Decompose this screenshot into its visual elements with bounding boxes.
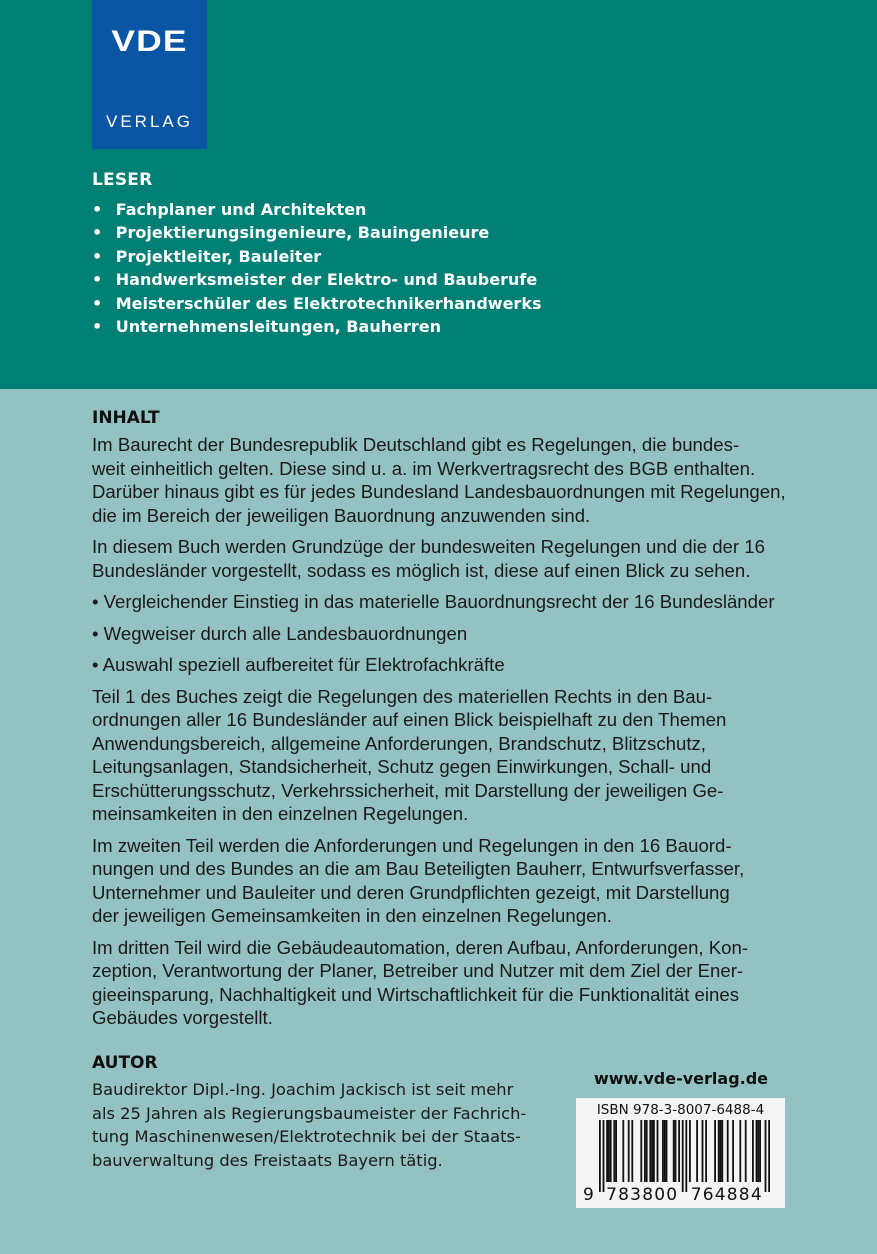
text-line: Bundesländer vorgestellt, sodass es möglich ist, diese auf einen Blick zu sehen. [92, 559, 751, 581]
website-link[interactable]: www.vde-verlag.de [593, 1069, 769, 1088]
text-line: Gebäudes vorgestellt. [92, 1007, 273, 1028]
text-line: meinsamkeiten in den einzelnen Regelungen. [92, 803, 469, 824]
text-line: weit einheitlich gelten. Diese sind u. a. im Werkvertragsrecht des BGB enthalten. [92, 457, 756, 479]
text-line: Anwendungsbereich, allgemeine Anforderungen, Brandschutz, Blitzschutz, [92, 732, 706, 754]
inhalt-paragraph-4 [92, 834, 792, 928]
text-line: Im dritten Teil wird die Gebäudeautomation, deren Aufbau, Anforderungen, Kon- [92, 936, 749, 958]
text-line: Darüber hinaus gibt es für jedes Bundesland Landesbauordnungen mit Regelungen, [92, 481, 786, 502]
logo-verlag-text: VERLAG [106, 112, 193, 131]
leser-item: • Fachplaner und Architekten [92, 198, 542, 221]
inhalt-paragraph-3 [92, 685, 792, 826]
isbn-barcode [576, 1098, 785, 1208]
text-line: Unternehmer und Bauleiter und deren Grundpflichten gezeigt, mit Darstellung [92, 881, 730, 903]
text-line: bauverwaltung des Freistaats Bayern tätig. [92, 1150, 443, 1170]
bullet-text: • Auswahl speziell aufbereitet für Elektrofachkräfte [92, 654, 505, 675]
autor-bio [92, 1078, 562, 1172]
inhalt-bullet [92, 653, 792, 677]
leser-item: • Projektierungsingenieure, Bauingenieure [92, 221, 542, 244]
leser-item: • Projektleiter, Bauleiter [92, 245, 542, 268]
leser-item: • Unternehmensleitungen, Bauherren [92, 315, 542, 338]
header-band [0, 0, 877, 389]
text-line: tung Maschinenwesen/Elektrotechnik bei der Staats- [92, 1127, 521, 1146]
text-line: In diesem Buch werden Grundzüge der bundesweiten Regelungen und die der 16 [92, 536, 765, 557]
text-line: Im Baurecht der Bundesrepublik Deutschland gibt es Regelungen, die bundes- [92, 434, 740, 455]
logo-vde-text: VDE [111, 25, 188, 58]
text-line: ordnungen aller 16 Bundesländer auf einen Blick beispielhaft zu den Themen [92, 709, 727, 730]
text-line: als 25 Jahren als Regierungsbaumeister der Fachrich- [92, 1103, 527, 1123]
inhalt-bullet [92, 590, 792, 614]
text-line: nungen und des Bundes an die am Bau Beteiligten Bauherr, Entwurfsverfasser, [92, 858, 745, 879]
leser-heading: LESER [92, 170, 153, 190]
inhalt-paragraph-2 [92, 535, 792, 582]
svg-text:764884: 764884 [690, 1185, 763, 1205]
isbn-label: ISBN 978-3-8007-6488-4 [596, 1102, 765, 1118]
leser-list [92, 198, 547, 338]
inhalt-bullet [92, 622, 792, 646]
svg-text:9: 9 [582, 1185, 595, 1205]
leser-item: • Meisterschüler des Elektrotechnikerhandwerks [92, 292, 542, 315]
bullet-text: • Vergleichender Einstieg in das materielle Bauordnungsrecht der 16 Bundesländer [92, 591, 775, 612]
leser-item: • Handwerksmeister der Elektro- und Bauberufe [92, 268, 542, 291]
text-line: Leitungsanlagen, Standsicherheit, Schutz gegen Einwirkungen, Schall- und [92, 756, 712, 777]
text-line: der jeweiligen Gemeinsamkeiten in den einzelnen Regelungen. [92, 905, 612, 926]
text-line: Erschütterungsschutz, Verkehrssicherheit, mit Darstellung der jeweiligen Ge- [92, 779, 724, 801]
inhalt-heading: INHALT [92, 408, 160, 428]
autor-section [92, 1050, 562, 1180]
bullet-text: • Wegweiser durch alle Landesbauordnungen [92, 622, 468, 644]
inhalt-paragraph-1 [92, 433, 792, 527]
vde-verlag-logo [92, 0, 207, 149]
leser-section [92, 170, 547, 338]
text-line: zeption, Verantwortung der Planer, Betreiber und Nutzer mit dem Ziel der Ener- [92, 960, 744, 981]
barcode-graphic [576, 1098, 785, 1208]
inhalt-section [92, 405, 792, 1038]
text-line: Im zweiten Teil werden die Anforderungen und Regelungen in den 16 Bauord- [92, 834, 732, 856]
inhalt-paragraph-5 [92, 936, 792, 1030]
autor-heading: AUTOR [92, 1053, 158, 1073]
text-line: Baudirektor Dipl.-Ing. Joachim Jackisch ist seit mehr [92, 1080, 514, 1099]
svg-text:783800: 783800 [606, 1185, 679, 1205]
text-line: Teil 1 des Buches zeigt die Regelungen des materiellen Rechts in den Bau- [92, 685, 713, 707]
text-line: gieeinsparung, Nachhaltigkeit und Wirtschaftlichkeit für die Funktionalität eines [92, 983, 739, 1005]
text-line: die im Bereich der jeweiligen Bauordnung anzuwenden sind. [92, 504, 591, 526]
